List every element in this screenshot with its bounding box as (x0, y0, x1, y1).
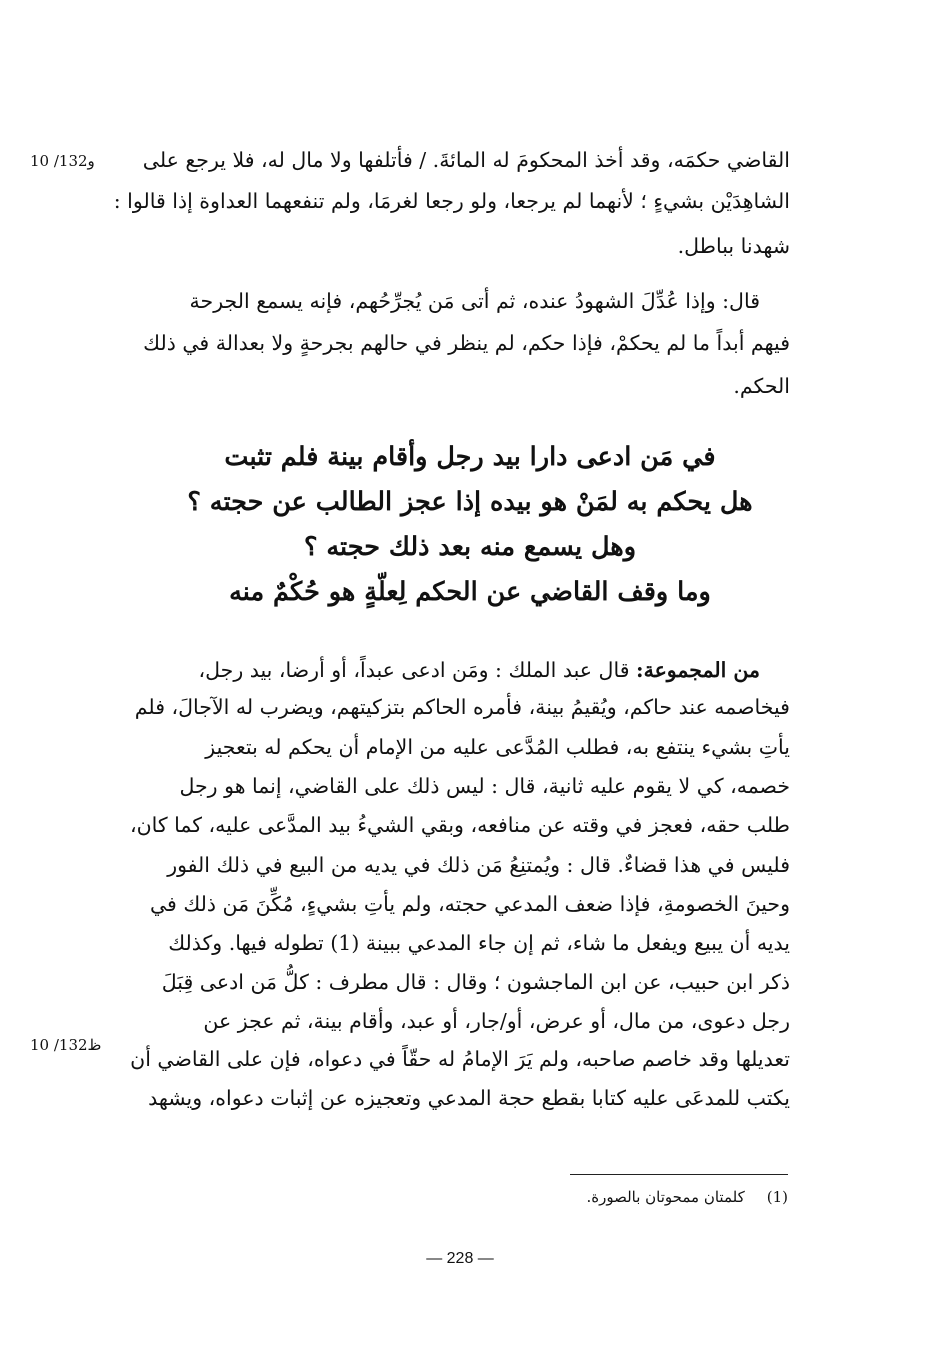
paragraph1-line2: الشاهِدَيْن بشيءٍ ؛ لأنهما لم يرجعا، ولو رجعا لغرمَا، ولم تنفعهما العداوة إذا قالوا : (113, 189, 790, 213)
paragraph3-line11: تعديلها وقد خاصم صاحبه، ولم يَرَ الإمامُ له حقّاً في دعواه، فإن على القاضي أن (130, 1047, 790, 1071)
paragraph3-line2: فيخاصمه عند حاكم، ويُقيمُ بينة، فأمره الحاكم بتزكيتهم، ويضرب له الآجالَ، فلم (134, 695, 790, 719)
paragraph1-line3: شهدنا بباطل. (677, 234, 790, 258)
paragraph1-line1: القاضي حكمَه، وقد أخذ المحكومَ له المائةَ. / فأتلفها ولا مال له، فلا يرجع على (142, 148, 790, 172)
paragraph3-line1 (199, 660, 761, 681)
section-title-line3: وهل يسمع منه بعد ذلك حجته ؟ (303, 532, 637, 562)
folio-marker-recto: 10 /132و (30, 152, 95, 170)
footnote (586, 1188, 788, 1206)
footnote-number: (1) (766, 1188, 788, 1206)
footnote-text: كلمتان ممحوتان بالصورة. (586, 1188, 745, 1206)
paragraph3-line1-text: قال عبد الملك : ومَن ادعى عبداً، أو أرضا، بيد رجل، (198, 658, 637, 682)
section-title-line4: وما وقف القاضي عن الحكم لِعلّةٍ هو حُكْمٌ منه (229, 577, 711, 607)
footnote-divider (570, 1174, 788, 1175)
paragraph3-line7: وحينَ الخصومةِ، فإذا ضعف المدعي حجته، ولم يأتِ بشيءٍ، مُكِّنَ مَن ذلك في (149, 892, 790, 916)
page-number: — 228 — (426, 1250, 494, 1267)
paragraph2-line2: فيهم أبداً ما لم يحكمْ، فإذا حكم، لم ينظر في حالهم بجرحةٍ ولا بعدالة في ذلك (143, 331, 790, 355)
paragraph3-line10: رجل دعوى، من مال، أو عرض، أو/جار، أو عبد، وأقام بينة، ثم عجز عن (203, 1009, 790, 1033)
paragraph3-line4: خصمه، كي لا يقوم عليه ثانية، قال : ليس ذلك على القاضي، إنما هو رجل (179, 774, 790, 798)
folio-marker-verso: 10 /132ظ (30, 1036, 102, 1054)
paragraph2-line1: قال: وإذا عُدِّلَ الشهودُ عنده، ثم أتى مَن يُجرِّحُهم، فإنه يسمع الجرحة (189, 289, 760, 313)
paragraph3-line3: يأتِ بشيء ينتفع به، فطلب المُدَّعى عليه من الإمام أن يحكم له بتعجيز (205, 735, 790, 759)
section-title-line2: هل يحكم به لمَنْ هو بيده إذا عجز الطالب عن حجته ؟ (187, 487, 753, 517)
paragraph3-line5: طلب حقه، فعجز في وقته عن منافعه، وبقي الشيءُ بيد المدَّعى عليه، كما كان، (129, 813, 790, 837)
paragraph3-line6: فليس في هذا قضاءٌ. قال : ويُمتنِعُ مَن ذلك في يديه من البيع في ذلك الفور (167, 853, 790, 877)
paragraph3-line9: ذكر ابن حبيب، عن ابن الماجشون ؛ وقال : قال مطرف : كلُّ مَن ادعى قِبَلَ (161, 970, 790, 994)
paragraph2-line3: الحكم. (733, 374, 790, 398)
section-title-line1: في مَن ادعى دارا بيد رجل وأقام بينة فلم تثبت (224, 442, 716, 472)
paragraph3-line12: يكتب للمدعَى عليه كتابا بقطع حجة المدعي وتعجيزه عن إثبات دعواه، ويشهد (148, 1086, 790, 1110)
source-label: من المجموعة: (636, 658, 760, 682)
paragraph3-line8: يديه أن يبيع ويفعل ما شاء، ثم إن جاء المدعي ببينة (1) تطوله فيها. وكذلك (168, 931, 790, 955)
